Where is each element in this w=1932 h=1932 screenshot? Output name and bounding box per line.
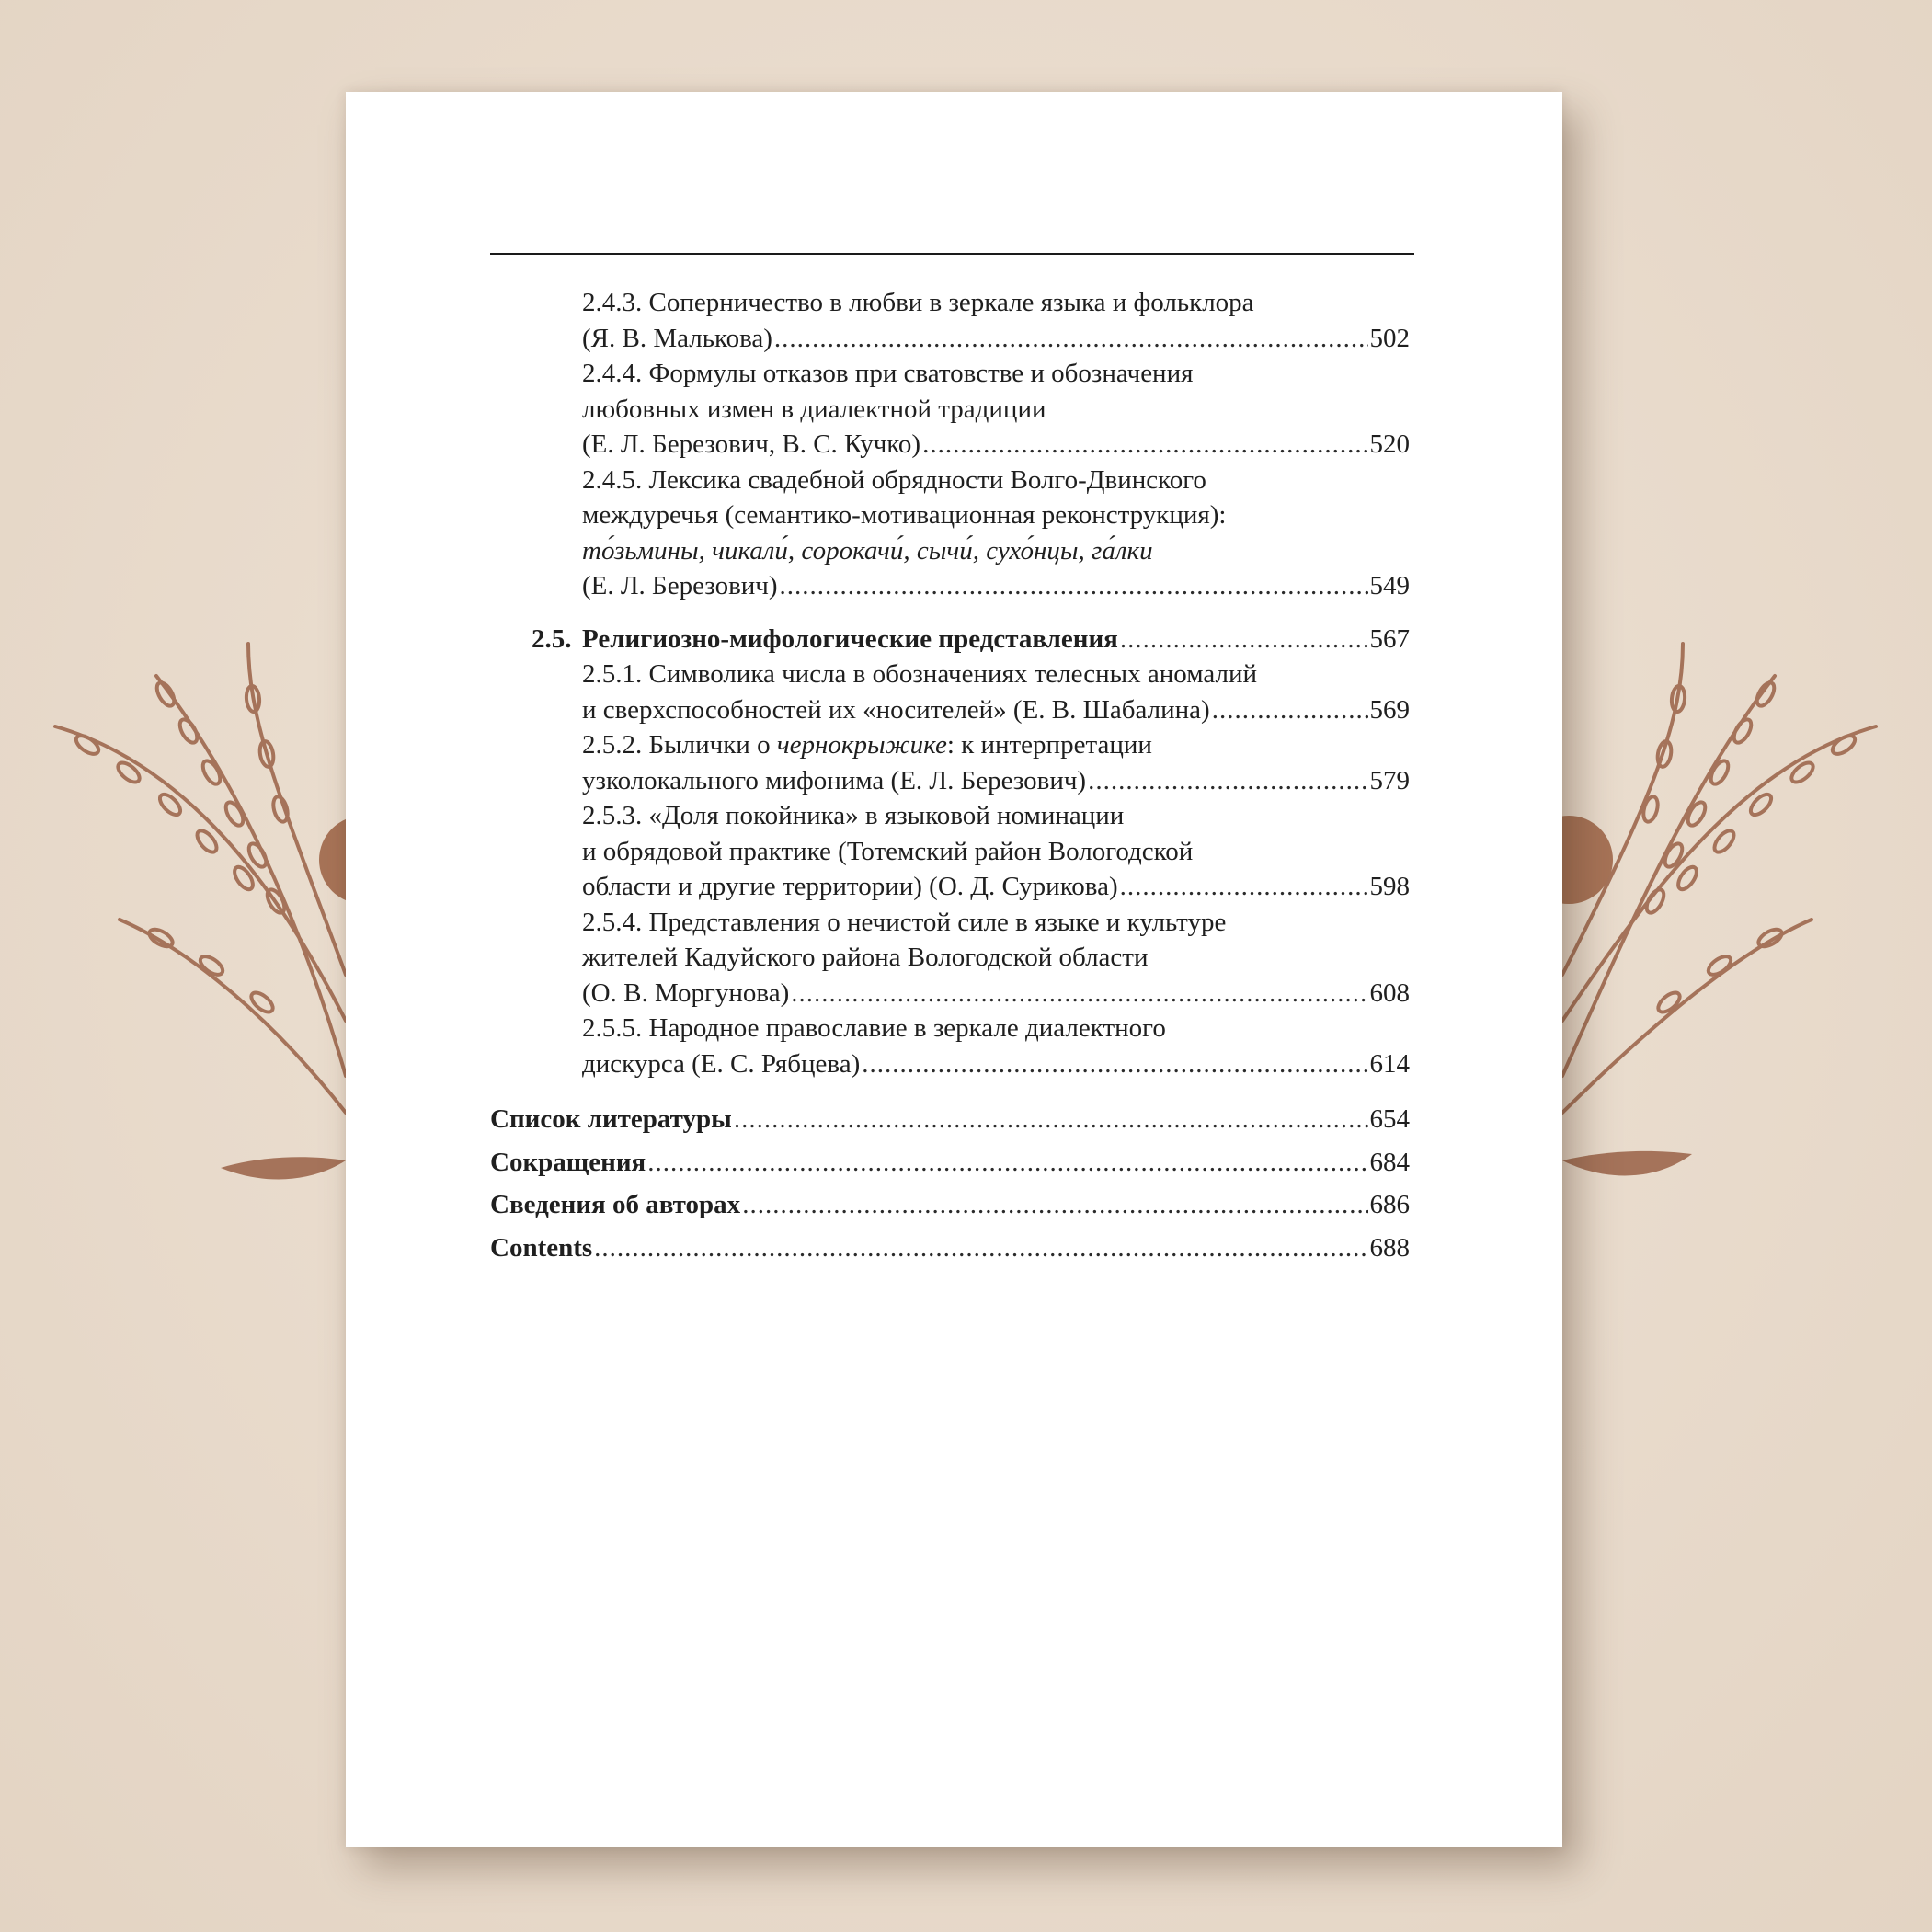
table-of-contents (490, 285, 1410, 1265)
dot-leader (1120, 869, 1368, 905)
toc-entry-2-5-3[interactable] (490, 798, 1410, 905)
toc-entry-text: 2.4.4. Формулы отказов при сватовстве и обозначения (582, 359, 1194, 388)
toc-entry-text: междуречья (семантико-мотивационная реконструкция): (582, 500, 1227, 530)
dot-leader (594, 1230, 1367, 1266)
dot-leader (1088, 763, 1367, 799)
dot-leader (862, 1046, 1367, 1082)
page-number: 684 (1369, 1147, 1410, 1177)
toc-entry-text: (Е. Л. Березович, В. С. Кучко) (582, 429, 921, 459)
page-number: 567 (1369, 623, 1410, 654)
toc-entry-text: любовных измен в диалектной традиции (582, 394, 1046, 424)
page-number: 614 (1369, 1048, 1410, 1079)
page-number: 608 (1369, 977, 1410, 1008)
document-page (346, 92, 1562, 1847)
toc-entry-italic-word: чернокрыжике (776, 730, 947, 760)
header-rule (490, 253, 1414, 255)
dot-leader (742, 1187, 1367, 1223)
dot-leader (734, 1102, 1368, 1137)
toc-section-2-5[interactable] (490, 622, 1410, 657)
toc-entry-authors[interactable] (490, 1187, 1410, 1223)
toc-entry-text: (Я. В. Малькова) (582, 323, 772, 353)
toc-entry-text: 2.4.3. Соперничество в любви в зеркале языка и фольклора (582, 288, 1254, 317)
toc-entry-text: : к интерпретации (946, 730, 1152, 760)
section-number: 2.5. (532, 623, 572, 654)
toc-entry-2-4-3[interactable] (490, 285, 1410, 356)
toc-entry-2-5-1[interactable] (490, 657, 1410, 727)
page-number: 688 (1369, 1232, 1410, 1263)
right-willow-icon (1525, 644, 1876, 1175)
dot-leader (1120, 622, 1368, 657)
page-number: 654 (1369, 1104, 1410, 1134)
dot-leader (780, 568, 1368, 604)
page-number: 502 (1369, 323, 1410, 353)
section-title: Религиозно-мифологические представления (582, 623, 1118, 654)
toc-entry-text: 2.5.4. Представления о нечистой силе в языке и культуре (582, 907, 1227, 937)
toc-entry-text: 2.5.5. Народное православие в зеркале диалектного (582, 1013, 1166, 1043)
toc-entry-title: Contents (490, 1232, 593, 1263)
dot-leader (922, 427, 1367, 463)
dot-leader (1212, 692, 1368, 728)
toc-entry-text: и сверхспособностей их «носителей» (Е. В. Шабалина) (582, 694, 1210, 725)
toc-entry-italic-words: то́зьмины, чикали́, сорокачи́, сычи́, сухо́нцы, га́лки (582, 535, 1153, 566)
page-number: 549 (1369, 571, 1410, 600)
toc-entry-title: Сведения об авторах (490, 1190, 741, 1219)
toc-entry-title: Сокращения (490, 1147, 646, 1177)
toc-entry-2-5-5[interactable] (490, 1011, 1410, 1081)
dot-leader (774, 321, 1368, 357)
page-number: 686 (1369, 1190, 1410, 1219)
toc-entry-text: 2.5.3. «Доля покойника» в языковой номинации (582, 801, 1125, 830)
toc-entry-text: 2.5.2. Былички о (582, 730, 777, 760)
toc-entry-text: и обрядовой практике (Тотемский район Вологодской (582, 836, 1194, 866)
toc-entry-abbreviations[interactable] (490, 1145, 1410, 1181)
toc-entry-text: дискурса (Е. С. Рябцева) (582, 1048, 861, 1079)
toc-entry-text: области и другие территории) (О. Д. Сурикова) (582, 872, 1118, 901)
toc-entry-text: (О. В. Моргунова) (582, 977, 790, 1008)
toc-entry-text: узколокального мифонима (Е. Л. Березович) (582, 765, 1087, 795)
toc-entry-2-5-2[interactable] (490, 727, 1410, 798)
toc-entry-text: 2.4.5. Лексика свадебной обрядности Волго-Двинского (582, 464, 1206, 495)
page-number: 598 (1369, 872, 1410, 901)
toc-entry-2-4-4[interactable] (490, 356, 1410, 463)
dot-leader (791, 976, 1367, 1012)
toc-entry-text: жителей Кадуйского района Вологодской области (582, 943, 1149, 972)
page-number: 520 (1369, 429, 1410, 459)
dot-leader (647, 1145, 1367, 1181)
toc-entry-references[interactable] (490, 1102, 1410, 1137)
page-number: 579 (1369, 765, 1410, 795)
toc-entry-text: 2.5.1. Символика числа в обозначениях телесных аномалий (582, 659, 1257, 689)
toc-entry-2-5-4[interactable] (490, 905, 1410, 1012)
toc-entry-contents[interactable] (490, 1230, 1410, 1266)
toc-entry-2-4-5[interactable] (490, 463, 1410, 604)
toc-entry-title: Список литературы (490, 1104, 732, 1134)
page-number: 569 (1369, 694, 1410, 725)
toc-entry-text: (Е. Л. Березович) (582, 571, 778, 600)
